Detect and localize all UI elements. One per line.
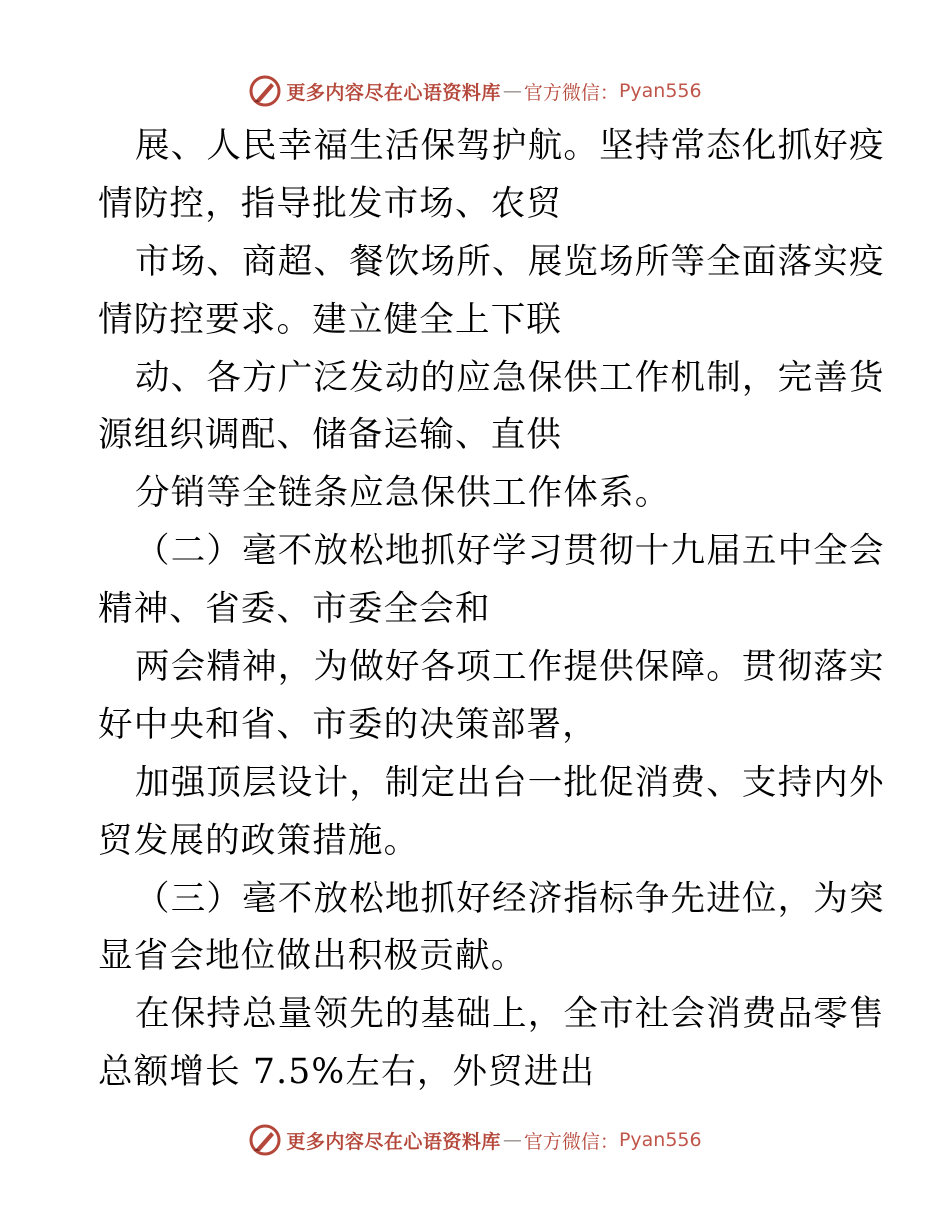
text-line: 动、各方广泛发动的应急保供工作机制，完善货 bbox=[135, 357, 885, 398]
text-line: 情防控要求。建立健全上下联 bbox=[98, 299, 563, 340]
watermark-separator: — bbox=[502, 80, 522, 102]
text-line: 源组织调配、储备运输、直供 bbox=[98, 415, 563, 456]
text-line: 市场、商超、餐饮场所、展览场所等全面落实疫 bbox=[135, 241, 885, 282]
text-line: 显省会地位做出积极贡献。 bbox=[98, 936, 527, 977]
text-line: 加强顶层设计，制定出台一批促消费、支持内外 bbox=[135, 762, 885, 803]
text-line: 好中央和省、市委的决策部署， bbox=[98, 704, 598, 745]
text-line: 贸发展的政策措施。 bbox=[98, 820, 420, 861]
watermark-wechat-id: Pyan556 bbox=[618, 80, 702, 102]
logo-icon bbox=[248, 74, 282, 108]
watermark-wechat-label: 官方微信： bbox=[523, 1130, 619, 1153]
watermark-wechat-id: Pyan556 bbox=[618, 1129, 702, 1151]
text-line: 展、人民幸福生活保驾护航。坚持常态化抓好疫 bbox=[135, 126, 885, 166]
text-line: 两会精神，为做好各项工作提供保障。贯彻落实 bbox=[135, 647, 885, 688]
watermark-title: 更多内容尽在心语资料库 bbox=[286, 81, 501, 104]
logo-icon bbox=[248, 1123, 282, 1157]
watermark-title: 更多内容尽在心语资料库 bbox=[286, 1130, 501, 1153]
text-line: 精神、省委、市委全会和 bbox=[98, 589, 491, 630]
text-line: 情防控，指导批发市场、农贸 bbox=[98, 183, 563, 224]
text-line: （三）毫不放松地抓好经济指标争先进位，为突 bbox=[135, 878, 885, 919]
watermark-separator: — bbox=[502, 1129, 522, 1151]
watermark-header bbox=[0, 71, 950, 111]
text-line: 分销等全链条应急保供工作体系。 bbox=[135, 473, 671, 514]
watermark-footer bbox=[0, 1120, 950, 1160]
text-line: （二）毫不放松地抓好学习贯彻十九届五中全会 bbox=[135, 531, 885, 572]
watermark-wechat-label: 官方微信： bbox=[523, 81, 619, 104]
text-line: 在保持总量领先的基础上，全市社会消费品零售 bbox=[135, 994, 885, 1035]
document-body bbox=[98, 118, 885, 1102]
text-line: 总额增长 7.5%左右，外贸进出 bbox=[98, 1052, 596, 1093]
